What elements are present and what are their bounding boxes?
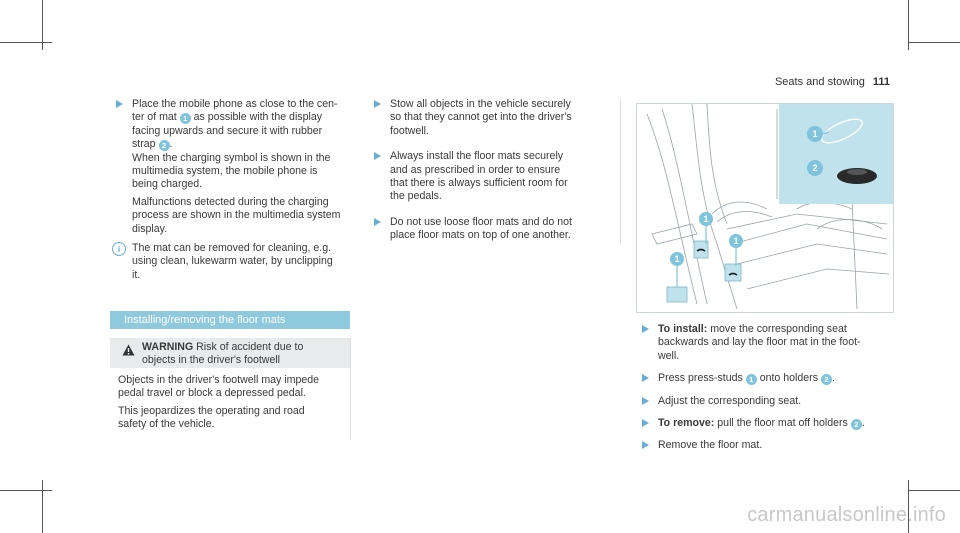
text-line: When the charging symbol is shown in the bbox=[132, 151, 331, 164]
remove-label: To remove: bbox=[658, 417, 715, 430]
text-line: display. bbox=[132, 222, 168, 235]
watermark: carmanualsonline.info bbox=[747, 504, 946, 526]
text-line: Adjust the corresponding seat. bbox=[658, 394, 802, 407]
callout-2-icon: 2 bbox=[851, 419, 862, 430]
bullet-arrow-icon bbox=[642, 374, 649, 382]
warning-triangle-icon bbox=[122, 344, 135, 356]
text-line: Remove the floor mat. bbox=[658, 439, 763, 452]
text-line bbox=[132, 138, 350, 151]
text-line: it. bbox=[132, 268, 141, 281]
callout-1-icon: 1 bbox=[746, 374, 757, 385]
text-fragment: ter of mat bbox=[132, 111, 177, 124]
text-line: Stow all objects in the vehicle securely bbox=[390, 98, 571, 110]
bullet-arrow-icon bbox=[374, 218, 381, 226]
text-line: facing upwards and secure it with rubber bbox=[132, 124, 323, 137]
text-line: The mat can be removed for cleaning, e.g. bbox=[132, 242, 332, 255]
callout-1-icon: 1 bbox=[699, 212, 713, 226]
page-number: 111 bbox=[872, 76, 890, 88]
text-line: being charged. bbox=[132, 178, 203, 191]
callout-1-icon: 1 bbox=[729, 234, 743, 248]
text-line: Place the mobile phone as close to the cen- bbox=[132, 98, 338, 110]
middle-column bbox=[368, 98, 621, 244]
text-fragment: safety of the vehicle. bbox=[118, 418, 215, 431]
text-line: Do not use loose floor mats and do not bbox=[390, 215, 572, 228]
text-fragment: strap bbox=[132, 138, 156, 151]
callout-2-icon: 2 bbox=[821, 374, 832, 385]
left-column bbox=[110, 98, 350, 282]
paragraph bbox=[118, 405, 342, 432]
crop-mark bbox=[0, 42, 52, 43]
bullet-arrow-icon bbox=[374, 152, 381, 160]
bullet-arrow-icon bbox=[642, 441, 649, 449]
crop-mark bbox=[42, 480, 43, 533]
text-line: using clean, lukewarm water, by unclipping bbox=[132, 255, 333, 268]
text-line: Malfunctions detected during the charging bbox=[132, 195, 329, 208]
warning-box bbox=[110, 338, 351, 440]
step-press-studs bbox=[636, 372, 892, 385]
footwell-drawing bbox=[637, 104, 893, 312]
middle-steps bbox=[368, 98, 620, 243]
crop-mark bbox=[908, 490, 960, 491]
text-line bbox=[658, 372, 892, 385]
text-line: Always install the floor mats securely bbox=[390, 150, 564, 163]
step-install-mats bbox=[368, 150, 620, 204]
bullet-arrow-icon bbox=[642, 325, 649, 333]
text-fragment: onto holders bbox=[759, 372, 818, 385]
step-install bbox=[636, 323, 892, 363]
text-fragment: pull the floor mat off holders bbox=[717, 417, 848, 430]
text-line: backwards and lay the floor mat in the foot- bbox=[658, 336, 861, 349]
section-title: Installing/removing the floor mats bbox=[110, 311, 350, 329]
step-place-phone bbox=[110, 98, 350, 236]
bullet-arrow-icon bbox=[374, 100, 381, 108]
text-fragment: Objects in the driver's footwell may impede bbox=[118, 374, 320, 386]
text-line: process are shown in the multimedia system bbox=[132, 209, 341, 222]
warning-label: WARNING bbox=[142, 341, 194, 353]
text-line: footwell. bbox=[390, 124, 429, 137]
text-line: well. bbox=[658, 349, 680, 362]
text-line: and as prescribed in order to ensure bbox=[390, 163, 561, 176]
step-remove bbox=[636, 417, 892, 430]
text-fragment: Press press-studs bbox=[658, 372, 743, 385]
warning-header bbox=[110, 338, 350, 368]
text-fragment: pedal travel or block a depressed pedal. bbox=[118, 387, 306, 400]
section-name: Seats and stowing bbox=[774, 76, 865, 88]
info-note bbox=[110, 242, 350, 282]
text-line bbox=[658, 417, 892, 430]
text-fragment: move the corresponding seat bbox=[710, 323, 847, 335]
text-line: that there is always sufficient room for bbox=[390, 177, 568, 190]
page-header bbox=[775, 76, 890, 88]
text-line: objects in the driver's footwell bbox=[142, 354, 281, 366]
paragraph bbox=[118, 374, 342, 401]
callout-1-icon: 1 bbox=[807, 126, 823, 142]
crop-mark bbox=[908, 42, 960, 43]
text-fragment: . bbox=[831, 372, 835, 385]
step-remove-mat bbox=[636, 439, 892, 452]
text-fragment: as possible with the display bbox=[193, 111, 323, 124]
text-line: so that they cannot get into the driver's bbox=[390, 111, 572, 124]
callout-1-icon: 1 bbox=[670, 252, 684, 266]
text-line: multimedia system, the mobile phone is bbox=[132, 165, 318, 178]
warning-body bbox=[110, 368, 350, 442]
callout-1-icon: 1 bbox=[180, 113, 191, 124]
install-label: To install: bbox=[658, 323, 708, 335]
text-line: the pedals. bbox=[390, 190, 442, 203]
text-line bbox=[132, 111, 350, 124]
text-fragment: This jeopardizes the operating and road bbox=[118, 404, 305, 417]
info-icon: i bbox=[112, 242, 126, 256]
right-column bbox=[636, 323, 892, 462]
step-stow-objects bbox=[368, 98, 620, 138]
floor-mat-illustration bbox=[636, 103, 894, 313]
crop-mark bbox=[0, 490, 52, 491]
bullet-arrow-icon bbox=[642, 419, 649, 427]
text-fragment: Risk of accident due to bbox=[196, 341, 304, 353]
callout-2-icon: 2 bbox=[807, 160, 823, 176]
callout-2-icon: 2 bbox=[159, 140, 170, 151]
text-fragment: . bbox=[861, 417, 865, 430]
bullet-arrow-icon bbox=[642, 397, 649, 405]
text-line bbox=[142, 341, 342, 354]
bullet-arrow-icon bbox=[116, 100, 123, 108]
text-line bbox=[658, 323, 892, 336]
text-fragment: . bbox=[169, 138, 173, 151]
text-line: place floor mats on top of one another. bbox=[390, 229, 571, 242]
step-adjust-seat bbox=[636, 395, 892, 408]
step-no-loose-mats bbox=[368, 216, 620, 243]
